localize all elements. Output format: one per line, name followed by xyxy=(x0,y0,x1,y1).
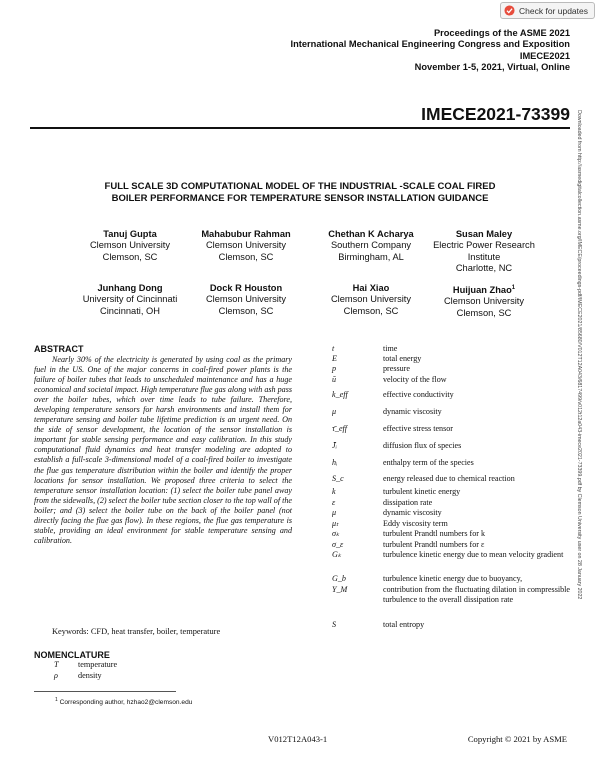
author-affiliation: Electric Power Research xyxy=(433,240,535,251)
symbol-desc: turbulent kinetic energy xyxy=(383,487,461,496)
keywords: Keywords: CFD, heat transfer, boiler, temperature xyxy=(52,627,221,636)
symbol: σₖ xyxy=(332,529,340,538)
symbol: k_eff xyxy=(332,390,348,399)
abstract-heading: ABSTRACT xyxy=(34,344,84,354)
author-location: Clemson, SC xyxy=(218,305,274,316)
symbol: G_b xyxy=(332,574,346,583)
author-location: Cincinnati, OH xyxy=(100,305,160,316)
symbol-desc: contribution from the fluctuating dilation in compressible turbulence to the overall dissipation rate xyxy=(383,585,570,605)
symbol: μ xyxy=(332,508,337,517)
copyright: Copyright © 2021 by ASME xyxy=(467,734,567,744)
symbol-desc: diffusion flux of species xyxy=(383,441,462,450)
author-name: Susan Maley xyxy=(455,229,513,239)
symbol-desc: effective stress tensor xyxy=(383,424,453,433)
author-affiliation: University of Cincinnati xyxy=(82,294,178,305)
symbol: S_c xyxy=(332,474,344,483)
author-block xyxy=(400,229,568,274)
symbol-desc: turbulent Prandtl numbers for k xyxy=(383,529,486,538)
nomenclature-desc: temperature xyxy=(78,660,118,669)
symbol-desc: total entropy xyxy=(383,620,425,629)
author-affiliation: Clemson University xyxy=(89,240,171,251)
footnote-text: Corresponding author, hzhao2@clemson.edu xyxy=(59,699,193,707)
author-affiliation: Institute xyxy=(467,251,501,262)
nomenclature-symbol: ρ xyxy=(54,671,58,680)
header-divider xyxy=(30,127,570,129)
symbol-desc: turbulence kinetic energy due to mean velocity gradient xyxy=(383,550,564,559)
footnote-divider xyxy=(34,691,176,692)
symbol-desc: time xyxy=(383,344,398,353)
footnote xyxy=(55,697,192,706)
symbol-desc: dynamic viscosity xyxy=(383,508,442,517)
symbol: σ_ε xyxy=(332,540,344,549)
proceedings-header xyxy=(291,28,570,73)
title-line: FULL SCALE 3D COMPUTATIONAL MODEL OF THE INDUSTRIAL -SCALE COAL FIRED xyxy=(104,181,496,192)
symbol-desc: turbulent Prandtl numbers for ε xyxy=(383,540,485,549)
symbol: t xyxy=(332,344,335,353)
symbol-desc: effective conductivity xyxy=(383,390,454,399)
symbol-desc: dissipation rate xyxy=(383,498,433,507)
symbol-desc: pressure xyxy=(383,364,410,373)
proceedings-line: Proceedings of the ASME 2021 xyxy=(433,28,570,38)
paper-title xyxy=(30,181,570,205)
author-affiliation: Clemson University xyxy=(205,240,287,251)
author-affiliation: Southern Company xyxy=(330,240,412,251)
check-for-updates-button[interactable] xyxy=(500,2,595,19)
nomenclature-desc: density xyxy=(78,671,102,680)
author-affiliation: Clemson University xyxy=(443,296,525,307)
symbol: τ̄_eff xyxy=(332,424,348,433)
author-name: Hai Xiao xyxy=(352,283,390,293)
symbol: J̄ᵢ xyxy=(332,441,337,450)
abstract-text: Nearly 30% of the electricity is generated by using coal as the primary fuel in the US. One of the major concerns in coal-fired power plants is the failure of boiler tubes that leads to unscheduled maintenance and has a huge economical and societal impact. High temperature flue gas along with ash pass over the boiler tubes, which over time leads to tube failure. Therefore, developing temperature sensors for harsh environments and install them for temperature sensing and boiler tube lifetime prediction is an urgent need. On the side of sensor development, the location of the sensor installation is important for stable sensing performance and easy calibration. In this study computational fluid dynamics and heat transfer modeling are adopted to establish a full-scale 3-dimensional model of a coal-fired boiler to investigate the flue gas temperature distribution within the boiler and identify the proper locations for sensor installation. We proposed three criteria to select the temperature sensor installation location: (1) select the boiler tube panel away from the sidewalls, (2) select the boiler tube section closer to the top wall of the boiler; and (3) select the boiler tube on the back of the boiler panel (not directly facing the flue gas flow). In these regions, the flue gas temperature is stable, providing an ideal environment for stable temperature sensing and calibration. xyxy=(34,355,292,545)
symbol: p xyxy=(332,364,337,373)
author-name: Dock R Houston xyxy=(209,283,283,293)
symbol: k xyxy=(332,487,336,496)
author-name: Tanuj Gupta xyxy=(103,229,157,239)
symbol-desc: total energy xyxy=(383,354,422,363)
author-block xyxy=(409,283,559,319)
author-name: Mahabubur Rahman xyxy=(201,229,291,239)
download-sidebar xyxy=(573,110,583,670)
author-location: Charlotte, NC xyxy=(455,262,513,273)
check-for-updates-label: Check for updates xyxy=(519,5,588,16)
paper-number: IMECE2021-73399 xyxy=(421,104,570,124)
title-line: BOILER PERFORMANCE FOR TEMPERATURE SENSOR INSTALLATION GUIDANCE xyxy=(111,193,489,204)
author-affiliation: Clemson University xyxy=(330,294,412,305)
symbol-desc: energy released due to chemical reaction xyxy=(383,474,515,483)
proceedings-line: November 1-5, 2021, Virtual, Online xyxy=(414,61,570,72)
nomenclature-symbol: T xyxy=(54,660,59,669)
symbol: ū xyxy=(332,375,337,384)
author-name: Junhang Dong xyxy=(97,283,163,293)
author-name: Chethan K Acharya xyxy=(328,229,414,239)
symbol-desc: enthalpy term of the species xyxy=(383,458,474,467)
download-notice: Downloaded from http://asmedigitalcollection.asme.org/IMECE/proceedings-pdf/IMECE2021/85680/V012T12A043/6817499/v012t12a043-imece2021-73399.pdf by Clemson University user on 28 January 2022 xyxy=(576,110,582,600)
symbol: E xyxy=(332,354,337,363)
nomenclature-heading: NOMENCLATURE xyxy=(34,650,110,660)
symbol: Gₖ xyxy=(332,550,342,559)
symbol: S xyxy=(332,620,337,629)
symbol-desc: velocity of the flow xyxy=(383,375,447,384)
page-code: V012T12A043-1 xyxy=(268,734,328,744)
symbol: Y_M xyxy=(332,585,348,594)
author-location: Clemson, SC xyxy=(218,251,274,262)
author-name-text: Huijuan Zhao xyxy=(452,285,512,296)
symbol-desc: turbulence kinetic energy due to buoyancy, xyxy=(383,574,523,583)
symbol: hᵢ xyxy=(332,458,338,467)
footnote-marker: 1 xyxy=(55,697,58,703)
symbol: μₜ xyxy=(332,519,339,528)
proceedings-line: IMECE2021 xyxy=(519,50,570,61)
crossmark-icon xyxy=(504,5,515,16)
symbol-desc: dynamic viscosity xyxy=(383,407,442,416)
symbol-desc: Eddy viscosity term xyxy=(383,519,448,528)
author-affiliation: Clemson University xyxy=(205,294,287,305)
author-location: Clemson, SC xyxy=(456,307,512,318)
author-location: Clemson, SC xyxy=(343,305,399,316)
proceedings-line: International Mechanical Engineering Congress and Exposition xyxy=(290,39,570,50)
symbol: ε xyxy=(332,498,336,507)
symbol: μ xyxy=(332,407,337,416)
author-footnote-marker: 1 xyxy=(511,285,516,291)
author-location: Clemson, SC xyxy=(102,251,158,262)
author-name xyxy=(409,283,559,296)
author-location: Birmingham, AL xyxy=(338,251,404,262)
